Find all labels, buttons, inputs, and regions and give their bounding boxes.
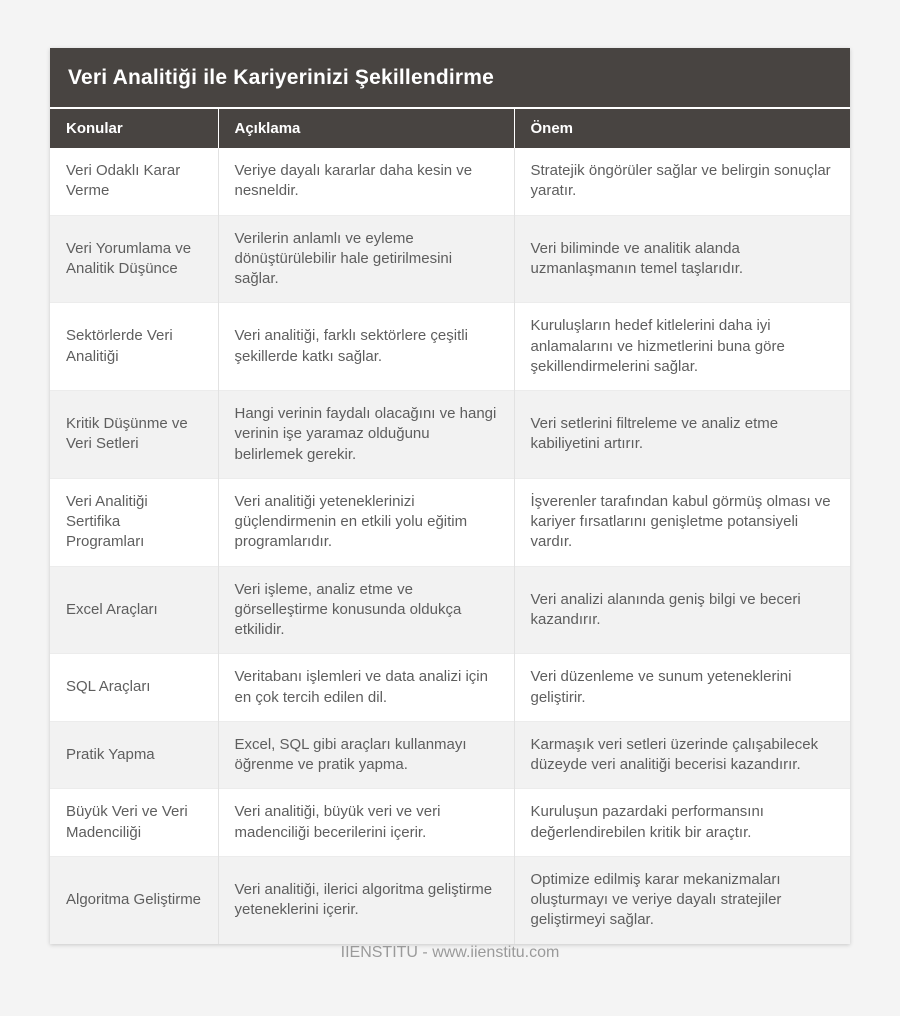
column-header-konular: Konular (50, 109, 218, 148)
table-row (50, 566, 850, 654)
table-row (50, 654, 850, 722)
column-header-onem: Önem (514, 109, 850, 148)
description-cell: Veri analitiği yeteneklerinizi güçlendirmenin en etkili yolu eğitim programlarıdır. (218, 478, 514, 566)
description-cell: Veri analitiği, ilerici algoritma geliştirme yeteneklerini içerir. (218, 856, 514, 943)
topic-cell: Kritik Düşünme ve Veri Setleri (50, 391, 218, 479)
table-row (50, 391, 850, 479)
table-card (50, 48, 850, 944)
topic-cell: Sektörlerde Veri Analitiği (50, 303, 218, 391)
table-row (50, 856, 850, 943)
table-body (50, 148, 850, 944)
table-row (50, 789, 850, 857)
importance-cell: Kuruluşların hedef kitlelerini daha iyi anlamalarını ve hizmetlerini buna göre şekillendirmelerini sağlar. (514, 303, 850, 391)
table-row (50, 215, 850, 303)
footer-credit: IIENSTITU - www.iienstitu.com (340, 944, 560, 961)
description-cell: Veri analitiği, farklı sektörlere çeşitli şekillerde katkı sağlar. (218, 303, 514, 391)
description-cell: Excel, SQL gibi araçları kullanmayı öğrenme ve pratik yapma. (218, 721, 514, 789)
table-row (50, 148, 850, 215)
importance-cell: Stratejik öngörüler sağlar ve belirgin sonuçlar yaratır. (514, 148, 850, 215)
column-header-aciklama: Açıklama (218, 109, 514, 148)
importance-cell: İşverenler tarafından kabul görmüş olması ve kariyer fırsatlarını genişletme potansiyeli vardır. (514, 478, 850, 566)
topic-cell: Algoritma Geliştirme (50, 856, 218, 943)
data-table (50, 109, 850, 944)
importance-cell: Veri biliminde ve analitik alanda uzmanlaşmanın temel taşlarıdır. (514, 215, 850, 303)
description-cell: Veritabanı işlemleri ve data analizi için en çok tercih edilen dil. (218, 654, 514, 722)
table-header-row (50, 109, 850, 148)
importance-cell: Kuruluşun pazardaki performansını değerlendirebilen kritik bir araçtır. (514, 789, 850, 857)
topic-cell: SQL Araçları (50, 654, 218, 722)
description-cell: Veriye dayalı kararlar daha kesin ve nesneldir. (218, 148, 514, 215)
importance-cell: Veri düzenleme ve sunum yeteneklerini geliştirir. (514, 654, 850, 722)
description-cell: Veri işleme, analiz etme ve görselleştirme konusunda oldukça etkilidir. (218, 566, 514, 654)
importance-cell: Veri setlerini filtreleme ve analiz etme kabiliyetini artırır. (514, 391, 850, 479)
description-cell: Hangi verinin faydalı olacağını ve hangi verinin işe yaramaz olduğunu belirlemek gerekir. (218, 391, 514, 479)
topic-cell: Büyük Veri ve Veri Madenciliği (50, 789, 218, 857)
description-cell: Veri analitiği, büyük veri ve veri madenciliği becerilerini içerir. (218, 789, 514, 857)
table-row (50, 478, 850, 566)
importance-cell: Veri analizi alanında geniş bilgi ve beceri kazandırır. (514, 566, 850, 654)
importance-cell: Optimize edilmiş karar mekanizmaları oluşturmayı ve veriye dayalı stratejiler geliştirmeyi sağlar. (514, 856, 850, 943)
topic-cell: Veri Odaklı Karar Verme (66, 162, 181, 200)
topic-cell: Veri Analitiği Sertifika Programları (50, 478, 218, 566)
description-cell: Verilerin anlamlı ve eyleme dönüştürülebilir hale getirilmesini sağlar. (218, 215, 514, 303)
importance-cell: Karmaşık veri setleri üzerinde çalışabilecek düzeyde veri analitiği becerisi kazandırır. (514, 721, 850, 789)
topic-cell: Excel Araçları (50, 566, 218, 654)
topic-cell: Pratik Yapma (50, 721, 218, 789)
topic-cell: Veri Yorumlama ve Analitik Düşünce (50, 215, 218, 303)
table-row (50, 721, 850, 789)
page-title: Veri Analitiği ile Kariyerinizi Şekillendirme (50, 48, 850, 109)
table-row (50, 303, 850, 391)
